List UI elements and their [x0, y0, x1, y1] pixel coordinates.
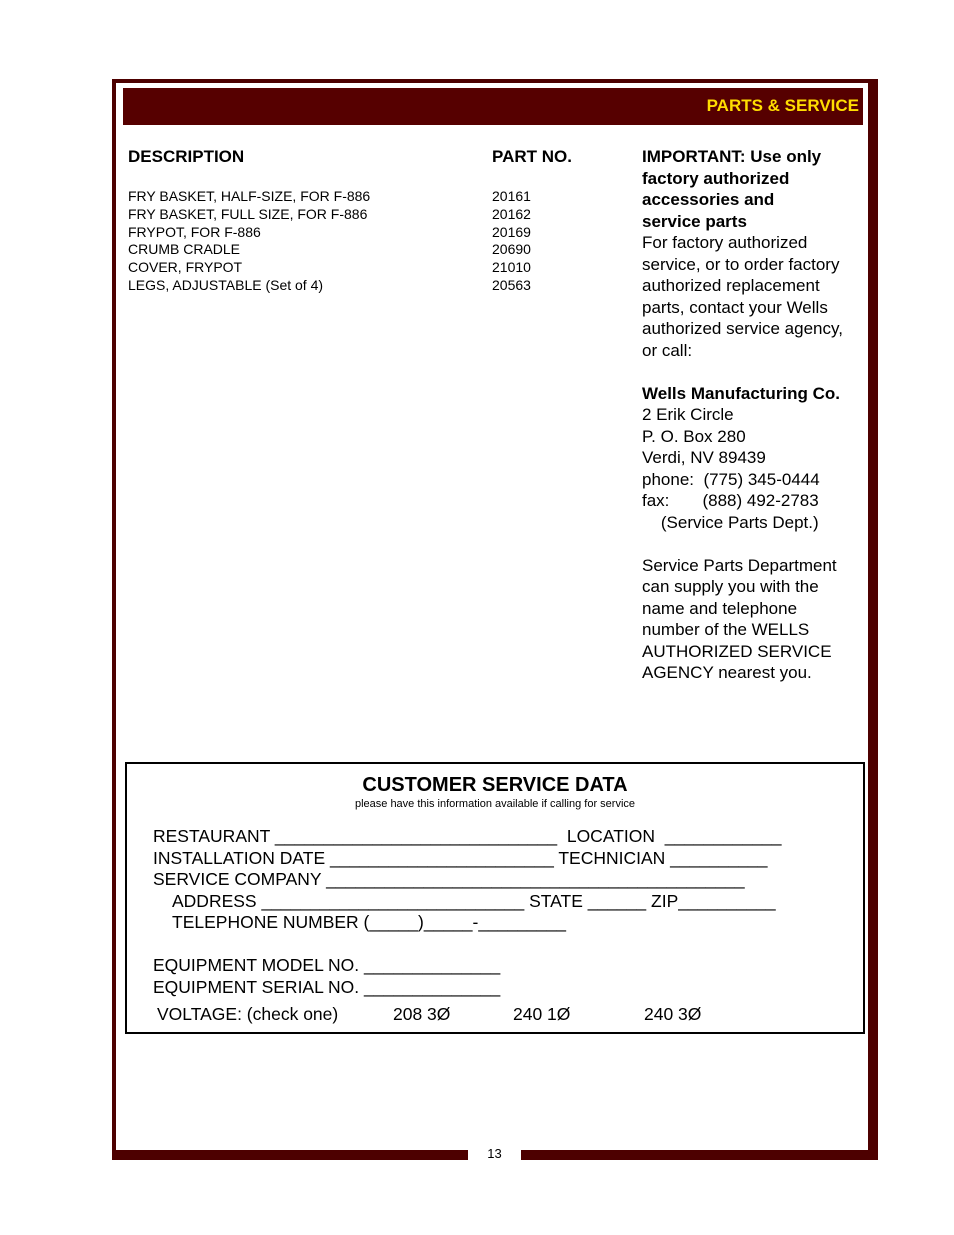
part-number: 20169	[492, 223, 531, 240]
closing-line: AUTHORIZED SERVICE	[642, 641, 832, 661]
closing-line: name and telephone	[642, 598, 798, 618]
part-number: 20563	[492, 276, 531, 293]
company-name: Wells Manufacturing Co.	[642, 383, 841, 403]
section-title: PARTS & SERVICE	[706, 96, 859, 115]
part-description: CRUMB CRADLE	[128, 241, 241, 258]
address-line: Verdi, NV 89439	[642, 448, 766, 467]
intro-line: parts, contact your Wells	[642, 297, 828, 317]
intro-line: service, or to order factory	[642, 254, 840, 274]
intro-line: For factory authorized	[642, 233, 808, 252]
model-number-field: EQUIPMENT MODEL NO. ______________	[153, 955, 501, 975]
address-line: P. O. Box 280	[642, 426, 746, 446]
part-description: FRYPOT, FOR F-886	[128, 223, 261, 240]
section-header	[123, 88, 863, 125]
service-info-sidebar	[642, 146, 867, 684]
address-state-zip-field: ADDRESS ___________________________ STATE ______ ZIP__________	[172, 891, 776, 911]
fax-number: fax: (888) 492-2783	[642, 491, 819, 510]
intro-line: authorized service agency,	[642, 319, 843, 338]
customer-service-data-box	[125, 762, 865, 1034]
closing-line: Service Parts Department	[642, 555, 837, 575]
phone-number: phone: (775) 345-0444	[642, 469, 820, 489]
csd-subtitle: please have this information available if calling for service	[354, 798, 636, 810]
part-number: 20161	[492, 188, 531, 204]
installation-technician-field: INSTALLATION DATE _______________________ TECHNICIAN __________	[153, 848, 768, 868]
part-number: 20162	[492, 205, 531, 222]
closing-line: number of the WELLS	[642, 620, 810, 639]
csd-title: CUSTOMER SERVICE DATA	[362, 774, 628, 796]
important-line: service parts	[642, 211, 747, 231]
part-description: FRY BASKET, FULL SIZE, FOR F-886	[128, 205, 368, 222]
address-line: 2 Erik Circle	[642, 405, 734, 424]
voltage-label: VOLTAGE: (check one)	[157, 1004, 339, 1024]
service-company-field: SERVICE COMPANY ___________________________________________	[153, 869, 745, 889]
closing-line: can supply you with the	[642, 577, 819, 596]
voltage-option-240-1ph: 240 1Ø	[513, 1004, 571, 1024]
serial-number-field: EQUIPMENT SERIAL NO. ______________	[153, 977, 501, 997]
important-line: factory authorized	[642, 168, 790, 188]
important-line: accessories and	[642, 190, 775, 209]
part-description: COVER, FRYPOT	[128, 259, 243, 276]
part-description: FRY BASKET, HALF-SIZE, FOR F-886	[128, 188, 371, 204]
part-number: 21010	[492, 259, 531, 276]
restaurant-location-field: RESTAURANT _____________________________ LOCATION ____________	[153, 826, 782, 846]
page-number: 13	[487, 1146, 502, 1161]
intro-line: or call:	[642, 340, 693, 360]
important-line: IMPORTANT: Use only	[642, 147, 822, 166]
parts-number-list	[492, 188, 531, 295]
voltage-option-240-3ph: 240 3Ø	[644, 1004, 702, 1024]
intro-line: authorized replacement	[642, 276, 820, 295]
description-heading: DESCRIPTION	[128, 147, 245, 166]
part-no-heading: PART NO.	[492, 147, 572, 166]
parts-description-list	[128, 188, 370, 295]
voltage-option-208-3ph: 208 3Ø	[393, 1004, 451, 1024]
telephone-field: TELEPHONE NUMBER (_____)_____-_________	[172, 912, 566, 932]
closing-line: AGENCY nearest you.	[642, 663, 812, 682]
part-description: LEGS, ADJUSTABLE (Set of 4)	[128, 276, 324, 293]
part-number: 20690	[492, 241, 531, 258]
service-parts-dept: (Service Parts Dept.)	[642, 512, 819, 532]
